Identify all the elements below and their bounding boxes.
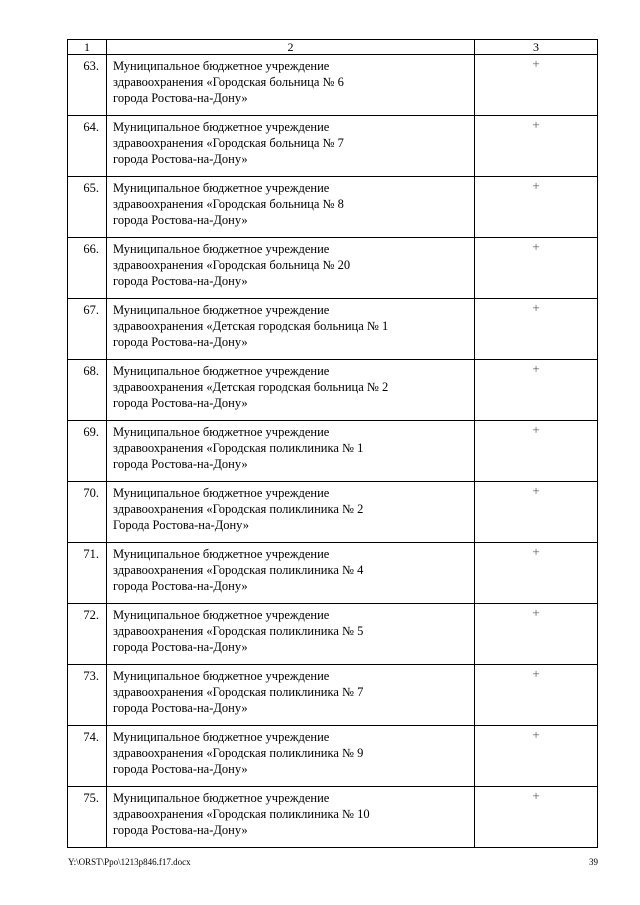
institution-name-line: города Ростова-на-Дону»: [113, 823, 248, 837]
row-number: 69.: [68, 421, 107, 482]
institution-name-line: города Ростова-на-Дону»: [113, 457, 248, 471]
institution-name: [107, 482, 475, 543]
row-number: 65.: [68, 177, 107, 238]
table-row: [68, 360, 598, 421]
table-row: [68, 177, 598, 238]
institution-name-line: города Ростова-на-Дону»: [113, 91, 248, 105]
institution-name-line: здравоохранения «Детская городская больница № 1: [113, 319, 389, 333]
institution-name: [107, 787, 475, 848]
row-number: 67.: [68, 299, 107, 360]
applicability-mark: +: [475, 604, 598, 665]
table-row: [68, 543, 598, 604]
institution-name: [107, 116, 475, 177]
institution-name: [107, 55, 475, 116]
header-col-3: 3: [475, 40, 598, 55]
table-row: [68, 116, 598, 177]
row-number: 66.: [68, 238, 107, 299]
institution-name-line: города Ростова-на-Дону»: [113, 152, 248, 166]
institution-name-line: здравоохранения «Городская больница № 6: [113, 75, 344, 89]
applicability-mark: +: [475, 55, 598, 116]
applicability-mark: +: [475, 116, 598, 177]
institution-name-line: Муниципальное бюджетное учреждение: [113, 364, 330, 378]
applicability-mark: +: [475, 482, 598, 543]
institution-name: [107, 543, 475, 604]
institution-name-line: города Ростова-на-Дону»: [113, 335, 248, 349]
institution-name-line: города Ростова-на-Дону»: [113, 274, 248, 288]
institution-name-line: Города Ростова-на-Дону»: [113, 518, 249, 532]
institution-name: [107, 604, 475, 665]
table-header-row: [68, 40, 598, 55]
row-number: 75.: [68, 787, 107, 848]
institution-name: [107, 726, 475, 787]
applicability-mark: +: [475, 726, 598, 787]
footer-file-path: Y:\ORST\Ppo\1213p846.f17.docx: [68, 857, 191, 867]
institution-name-line: Муниципальное бюджетное учреждение: [113, 486, 330, 500]
row-number: 64.: [68, 116, 107, 177]
row-number: 63.: [68, 55, 107, 116]
institution-name-line: здравоохранения «Городская больница № 20: [113, 258, 351, 272]
institution-name-line: Муниципальное бюджетное учреждение: [113, 120, 330, 134]
table-row: [68, 726, 598, 787]
institution-name-line: города Ростова-на-Дону»: [113, 701, 248, 715]
institution-name: [107, 360, 475, 421]
applicability-mark: +: [475, 177, 598, 238]
institution-name-line: здравоохранения «Городская поликлиника № 2: [113, 502, 364, 516]
row-number: 72.: [68, 604, 107, 665]
applicability-mark: +: [475, 238, 598, 299]
table-row: [68, 665, 598, 726]
table-row: [68, 299, 598, 360]
institution-name-line: города Ростова-на-Дону»: [113, 762, 248, 776]
row-number: 74.: [68, 726, 107, 787]
institution-name-line: Муниципальное бюджетное учреждение: [113, 669, 330, 683]
institution-name-line: здравоохранения «Городская больница № 8: [113, 197, 344, 211]
institution-name-line: города Ростова-на-Дону»: [113, 579, 248, 593]
institution-name-line: Муниципальное бюджетное учреждение: [113, 547, 330, 561]
institution-name-line: Муниципальное бюджетное учреждение: [113, 242, 330, 256]
institution-name-line: города Ростова-на-Дону»: [113, 396, 248, 410]
institution-name-line: Муниципальное бюджетное учреждение: [113, 425, 330, 439]
applicability-mark: +: [475, 543, 598, 604]
table-row: [68, 55, 598, 116]
table-row: [68, 604, 598, 665]
institution-name-line: Муниципальное бюджетное учреждение: [113, 181, 330, 195]
institution-name-line: Муниципальное бюджетное учреждение: [113, 608, 330, 622]
row-number: 68.: [68, 360, 107, 421]
footer-page-number: 39: [589, 857, 598, 867]
row-number: 71.: [68, 543, 107, 604]
table-row: [68, 787, 598, 848]
institution-name: [107, 238, 475, 299]
institution-name-line: Муниципальное бюджетное учреждение: [113, 59, 330, 73]
institution-name-line: Муниципальное бюджетное учреждение: [113, 791, 330, 805]
institution-name-line: Муниципальное бюджетное учреждение: [113, 730, 330, 744]
institutions-table: [67, 39, 598, 848]
institution-name-line: здравоохранения «Городская поликлиника № 5: [113, 624, 364, 638]
institution-name-line: Муниципальное бюджетное учреждение: [113, 303, 330, 317]
institution-name: [107, 421, 475, 482]
institution-name-line: города Ростова-на-Дону»: [113, 213, 248, 227]
applicability-mark: +: [475, 299, 598, 360]
applicability-mark: +: [475, 665, 598, 726]
table-row: [68, 482, 598, 543]
header-col-1: 1: [68, 40, 107, 55]
institution-name-line: здравоохранения «Городская поликлиника № 4: [113, 563, 364, 577]
applicability-mark: +: [475, 787, 598, 848]
institution-name-line: здравоохранения «Городская поликлиника № 9: [113, 746, 364, 760]
institution-name-line: здравоохранения «Городская больница № 7: [113, 136, 344, 150]
institution-name: [107, 177, 475, 238]
institution-name-line: здравоохранения «Городская поликлиника № 7: [113, 685, 364, 699]
institution-name-line: здравоохранения «Городская поликлиника № 1: [113, 441, 364, 455]
applicability-mark: +: [475, 421, 598, 482]
row-number: 70.: [68, 482, 107, 543]
institution-name-line: города Ростова-на-Дону»: [113, 640, 248, 654]
applicability-mark: +: [475, 360, 598, 421]
institution-name: [107, 665, 475, 726]
institution-name-line: здравоохранения «Детская городская больница № 2: [113, 380, 389, 394]
table-row: [68, 238, 598, 299]
institution-name-line: здравоохранения «Городская поликлиника № 10: [113, 807, 370, 821]
institution-name: [107, 299, 475, 360]
header-col-2: 2: [107, 40, 475, 55]
table-row: [68, 421, 598, 482]
row-number: 73.: [68, 665, 107, 726]
